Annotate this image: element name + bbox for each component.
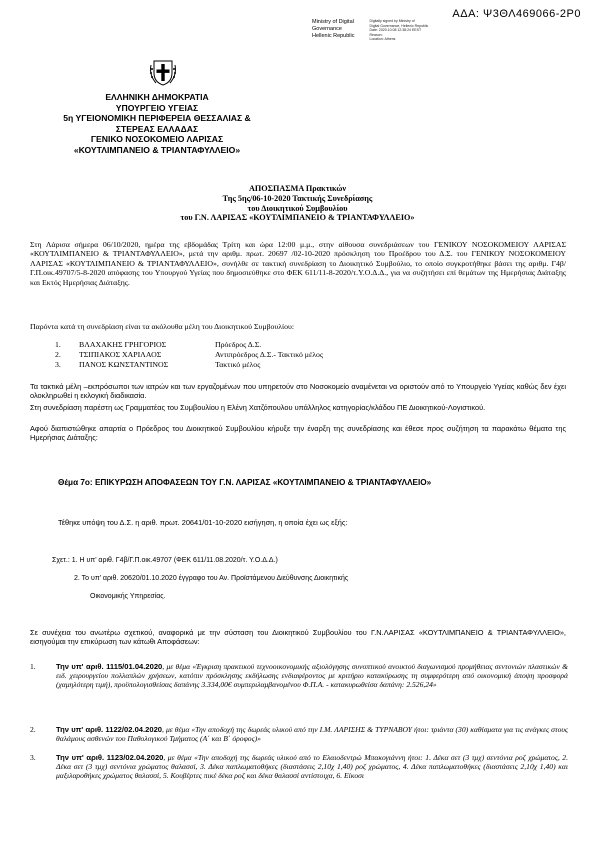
- vacant-members-paragraph: Τα τακτικά μέλη –εκπρόσωποι των ιατρών και των εργαζομένων που υπηρετούν στο Νοσοκομείο αναμένεται να οριστούν από το Υπουργείο Υγείας καθώς δεν έχει ολοκληρωθεί η εκλογική διαδικασία.: [30, 382, 566, 401]
- agenda-subject: Θέμα 7ο: ΕΠΙΚΥΡΩΣΗ ΑΠΟΦΑΣΕΩΝ ΤΟΥ Γ.Ν. ΛΑΡΙΣΑΣ «ΚΟΥΤΛΙΜΠΑΝΕΙΟ & ΤΡΙΑΝΤΑΦΥΛΛΕΙΟ»: [58, 478, 432, 487]
- quorum-paragraph: Αφού διαπιστώθηκε απαρτία ο Πρόεδρος του Διοικητικού Συμβουλίου κήρυξε την έναρξη της συνεδρίασης και έθεσε προς συζήτηση τα παρακάτω θέματα της Ημερήσιας Διάταξης:: [30, 424, 566, 443]
- ada-code: ΑΔΑ: Ψ3ΘΛ469066-2Ρ0: [452, 8, 581, 20]
- digital-signature-block: [312, 19, 428, 42]
- submission-paragraph: Τέθηκε υπόψη του Δ.Σ. η αριθ. πρωτ. 20641/01-10-2020 εισήγηση, η οποία έχει ως εξής:: [58, 518, 348, 527]
- signature-details: Digitally signed by Ministry of Digital Governance, Hellenic Republic Date: 2020.10.08 12:38:24 EEST Reason: Location: Athens: [369, 19, 429, 42]
- signature-issuer: Ministry of Digital Governance Hellenic Republic: [312, 19, 355, 39]
- decision-item: 2. Την υπ' αριθ. 1122/02.04.2020, με θέμα «Την αποδοχή της δωρεάς υλικού από την Ι.Μ. ΛΑΡΙΣΗΣ & ΤΥΡΝΑΒΟΥ ήτοι: τριάντα (30) καθίσματα για τις ανάγκες στους θαλάμους ασθενών του Παθολογικού Τμήματος (Α΄ και Β΄ όροφος)»: [30, 725, 568, 744]
- intro-paragraph: Στη Λάρισα σήμερα 06/10/2020, ημέρα της εβδομάδας Τρίτη και ώρα 12:00 μ.μ., στην αίθουσα συνεδριάσεων του ΓΕΝΙΚΟΥ ΝΟΣΟΚΟΜΕΙΟΥ ΛΑΡΙΣΑΣ «ΚΟΥΤΛΙΜΠΑΝΕΙΟ & ΤΡΙΑΝΤΑΦΥΛΛΕΙΟ», μετά την αριθμ. πρωτ. 20697 /02-10-2020 πρόσκληση του Προέδρου του Δ.Σ. του ΓΕΝΙΚΟΥ ΝΟΣΟΚΟΜΕΙΟΥ ΛΑΡΙΣΑΣ «ΚΟΥΤΛΙΜΠΑΝΕΙΟ & ΤΡΙΑΝΤΑΦΥΛΛΕΙΟ», συνήλθε σε τακτική συνεδρίαση το Διοικητικό Συμβούλιο, το οποίο συγκροτήθηκε βάσει της αριθμ. Γ4β/Γ.Π.οικ.49707/5-8-2020 απόφασης του Υπουργού Υγείας που δημοσιεύθηκε στο ΦΕΚ 611/11-8-2020/τ.Υ.Ο.Δ.Δ., για να συζητήσει επί θεμάτων της Ημερήσιας Διάταξης και Εκτός Ημερήσιας Διάταξης.: [30, 240, 566, 287]
- greek-emblem-icon: [148, 57, 178, 87]
- references: Σχετ.: 1. Η υπ’ αριθ. Γ4β/Γ.Π.οικ.49707 (ΦΕΚ 611/11.08.2020/τ. Υ.Ο.Δ.Δ.) 2. Το υπ’ αριθ. 20620/01.10.2020 έγγραφο του Αν. Προϊστάμενου Διεύθυνσης Διοικητικής Οικονομικής Υπηρεσίας.: [52, 557, 349, 600]
- present-members-intro: Παρόντα κατά τη συνεδρίαση είναι τα ακόλουθα μέλη του Διοικητικού Συμβουλίου:: [30, 322, 295, 331]
- decision-item: 3. Την υπ' αριθ. 1123/02.04.2020, με θέμα «Την αποδοχή της δωρεάς υλικού από το Ελαιοδεντρώ Μπακογιάννη ήτοι: 1. Δέκα σετ (3 τμχ) σεντόνια ροζ χρώματος, 2. Δέκα σετ (3 τμχ) σεντόνια χρώματος θαλασσί, 3. Δέκα παπλωματοθήκες (διαστάσεις 2,10χ 1,40) ροζ χρώματος, 4. Δέκα παπλωματοθήκες (διαστάσεις 2,10χ 1,40) και μαξιλαροθήκες χρώματος θαλασσί, 5. Κουβέρτες πικέ δέκα ροζ και δέκα θαλασσί αντίστοιχα, 6. Είκοσι: [30, 753, 568, 781]
- document-title: ΑΠΟΣΠΑΣΜΑ Πρακτικών Της 5ης/06-10-2020 Τακτικής Συνεδρίασης του Διοικητικού Συμβουλίου του Γ.Ν. ΛΑΡΙΣΑΣ «ΚΟΥΤΛΙΜΠΑΝΕΙΟ & ΤΡΙΑΝΤΑΦΥΛΛΕΙΟ»: [180, 184, 415, 223]
- following-paragraph: Σε συνέχεια του ανωτέρω σχετικού, αναφορικά με την σύσταση του Διοικητικού Συμβουλίου του Γ.Ν.ΛΑΡΙΣΑΣ «ΚΟΥΤΛΙΜΠΑΝΕΙΟ & ΤΡΙΑΝΤΑΦΥΛΛΕΙΟ», εισηγούμαι την επικύρωση των κάτωθι Αποφάσεων:: [30, 628, 566, 647]
- organization-header: ΕΛΛΗΝΙΚΗ ΔΗΜΟΚΡΑΤΙΑ ΥΠΟΥΡΓΕΙΟ ΥΓΕΙΑΣ 5η ΥΓΕΙΟΝΟΜΙΚΗ ΠΕΡΙΦΕΡΕΙΑ ΘΕΣΣΑΛΙΑΣ & ΣΤΕΡΕΑΣ ΕΛΛΑΔΑΣ ΓΕΝΙΚΟ ΝΟΣΟΚΟΜΕΙΟ ΛΑΡΙΣΑΣ «ΚΟΥΤΛΙΜΠΑΝΕΙΟ & ΤΡΙΑΝΤΑΦΥΛΛΕΙΟ»: [63, 92, 251, 155]
- members-list: [55, 340, 323, 370]
- secretary-paragraph: Στη συνεδρίαση παρέστη ως Γραμματέας του Συμβουλίου η Ελένη Χατζόπουλου υπάλληλος κατηγορίας/κλάδου ΠΕ Διοικητικού-Λογιστικού.: [30, 403, 486, 412]
- list-item: 1. ΒΛΑΧΑΚΗΣ ΓΡΗΓΟΡΙΟΣ Πρόεδρος Δ.Σ.: [55, 340, 262, 349]
- list-item: 3. ΠΑΝΟΣ ΚΩΝΣΤΑΝΤΙΝΟΣ Τακτικό μέλος: [55, 360, 261, 369]
- decision-item: 1. Την υπ' αριθ. 1115/01.04.2020, με θέμα «Έγκριση πρακτικού τεχνοοικονομικής αξιολόγησης συνοπτικού ανοικτού διαγωνισμού προμήθειας σεντονιών πλαστικών & ειδ. χειρουργείου πολλαπλών χρήσεων, κατόπιν πρόσκλησης εκδήλωσης ενδιαφέροντος με κριτήριο κατακύρωσης τη συμφερότερη από οικονομική άποψη προσφορά (χαμηλότερη τιμή), προϋπολογισθείσας δαπάνης 3.334,00€ συμπεριλαμβανομένου Φ.Π.Α. - κατακυρωθείσα δαπάνη: 2.526,24»: [30, 662, 568, 690]
- list-item: 2. ΤΣΙΠΙΑΚΟΣ ΧΑΡΙΛΑΟΣ Αντιπρόεδρος Δ.Σ.- Τακτικό μέλος: [55, 350, 324, 359]
